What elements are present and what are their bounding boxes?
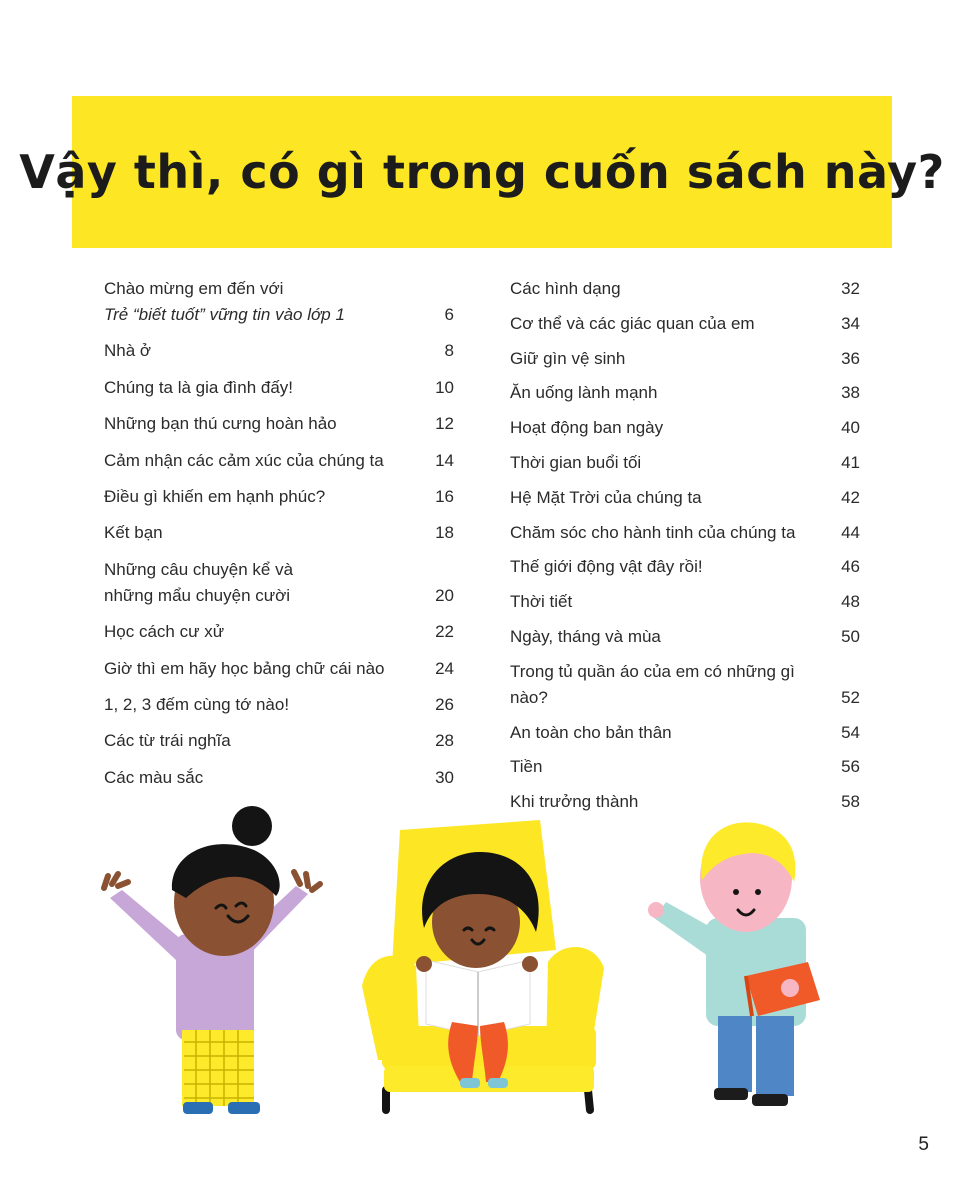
toc-entry-page: 42 <box>841 487 860 507</box>
toc-entry-title: Thế giới động vật đây rồi! <box>510 557 703 577</box>
toc-entry-title: Cơ thể và các giác quan của em <box>510 313 755 333</box>
toc-entry-page: 38 <box>841 383 860 403</box>
toc-entry <box>510 520 860 546</box>
toc-entry-title-continuation: Trẻ “biết tuốt” vững tin vào lớp 1 <box>104 305 345 324</box>
toc-entry-page: 58 <box>841 792 860 812</box>
toc-entry-page: 6 <box>444 305 454 324</box>
toc-entry-page: 28 <box>435 731 454 751</box>
toc-entry-title: Những bạn thú cưng hoàn hảo <box>104 414 337 434</box>
toc-entry <box>510 554 860 580</box>
toc-entry-title: Ngày, tháng và mùa <box>510 626 661 646</box>
toc-entry-page: 14 <box>435 450 454 470</box>
boy-holding-book-icon <box>648 822 820 1106</box>
toc-entry-title: 1, 2, 3 đếm cùng tớ nào! <box>104 694 290 714</box>
toc-entry-page: 40 <box>841 418 860 438</box>
toc-entry-page: 30 <box>435 767 454 787</box>
toc-entry-title: Chào mừng em đến với <box>104 279 284 298</box>
toc-entry <box>510 589 860 615</box>
toc-entry <box>104 692 454 718</box>
title-banner <box>19 96 945 248</box>
toc-entry <box>510 311 860 337</box>
toc-entry-title: Khi trưởng thành <box>510 792 639 812</box>
toc-entry-page: 20 <box>435 585 454 605</box>
toc-entry <box>104 557 454 609</box>
girl-reading-in-armchair-icon <box>362 820 604 1110</box>
toc-entry-title: Các hình dạng <box>510 279 621 298</box>
toc-entry-page: 46 <box>841 557 860 577</box>
toc-left-column <box>104 276 454 801</box>
toc-entry <box>510 624 860 650</box>
toc-entry-title: An toàn cho bản thân <box>510 722 672 742</box>
toc-entry-title: Những câu chuyện kể và <box>104 559 294 579</box>
toc-entry-page: 48 <box>841 592 860 612</box>
toc-entry <box>104 338 454 364</box>
toc-entry-title: Hệ Mặt Trời của chúng ta <box>510 487 702 507</box>
toc-entry <box>510 380 860 406</box>
toc-entry <box>510 346 860 372</box>
toc-entry-page: 22 <box>435 622 454 642</box>
toc-entry-title: Giữ gìn vệ sinh <box>510 348 626 368</box>
toc-entry <box>510 754 860 780</box>
toc-entry-title: Thời tiết <box>510 592 573 612</box>
toc-entry-title: Học cách cư xử <box>104 622 225 642</box>
toc-entry-page: 8 <box>444 341 454 361</box>
toc-entry <box>510 450 860 476</box>
toc-entry-title: Tiền <box>510 757 543 777</box>
toc-entry-page: 50 <box>841 626 860 646</box>
toc-entry <box>104 619 454 645</box>
toc-entry <box>510 720 860 746</box>
toc-entry-title-continuation: những mẩu chuyện cười <box>104 585 291 605</box>
toc-entry <box>104 448 454 474</box>
toc-entry-title: Chúng ta là gia đình đấy! <box>104 377 294 397</box>
toc-entry-page: 34 <box>841 313 860 333</box>
toc-entry <box>510 659 860 711</box>
toc-entry <box>104 765 454 791</box>
page-number: 5 <box>918 1134 929 1155</box>
toc-entry-page: 12 <box>435 414 454 434</box>
toc-entry <box>510 485 860 511</box>
toc-entry <box>510 276 860 302</box>
toc-entry-title: Hoạt động ban ngày <box>510 418 664 438</box>
toc-entry-title: Giờ thì em hãy học bảng chữ cái nào <box>104 658 385 678</box>
toc-entry-title: Ăn uống lành mạnh <box>510 383 658 403</box>
toc-entry-title: Các màu sắc <box>104 767 204 787</box>
toc-entry <box>104 728 454 754</box>
toc-entry-page: 54 <box>841 722 860 742</box>
toc-entry-title: Cảm nhận các cảm xúc của chúng ta <box>104 450 384 470</box>
toc-entry-page: 52 <box>841 687 860 707</box>
toc-entry-title: Chăm sóc cho hành tinh của chúng ta <box>510 522 796 542</box>
toc-entry <box>104 276 454 328</box>
toc-entry-title: Các từ trái nghĩa <box>104 731 231 751</box>
girl-arms-up-icon <box>104 806 320 1114</box>
toc-entry <box>104 375 454 401</box>
toc-entry-title: Trong tủ quần áo của em có những gì nào? <box>510 661 795 707</box>
illustration <box>0 790 979 1130</box>
toc-entry-page: 16 <box>435 486 454 506</box>
toc-entry-page: 41 <box>841 452 860 472</box>
toc-entry-page: 24 <box>435 658 454 678</box>
toc-right-column <box>510 276 860 824</box>
toc-entry-page: 56 <box>841 757 860 777</box>
toc-entry <box>104 656 454 682</box>
toc-entry-title: Kết bạn <box>104 523 163 543</box>
toc-entry <box>510 415 860 441</box>
toc-entry-title: Điều gì khiến em hạnh phúc? <box>104 486 326 506</box>
toc-entry-page: 10 <box>435 377 454 397</box>
toc-entry-title: Thời gian buổi tối <box>510 452 642 472</box>
toc-entry-page: 32 <box>841 279 860 298</box>
toc-entry <box>104 520 454 546</box>
toc-entry-page: 26 <box>435 694 454 714</box>
toc-entry-page: 44 <box>841 522 860 542</box>
toc-entry-page: 18 <box>435 523 454 543</box>
toc-entry <box>104 411 454 437</box>
toc-entry-title: Nhà ở <box>104 341 152 361</box>
toc-entry-page: 36 <box>841 348 860 368</box>
toc-entry <box>104 484 454 510</box>
page-title: Vậy thì, có gì trong cuốn sách này? <box>19 145 945 199</box>
